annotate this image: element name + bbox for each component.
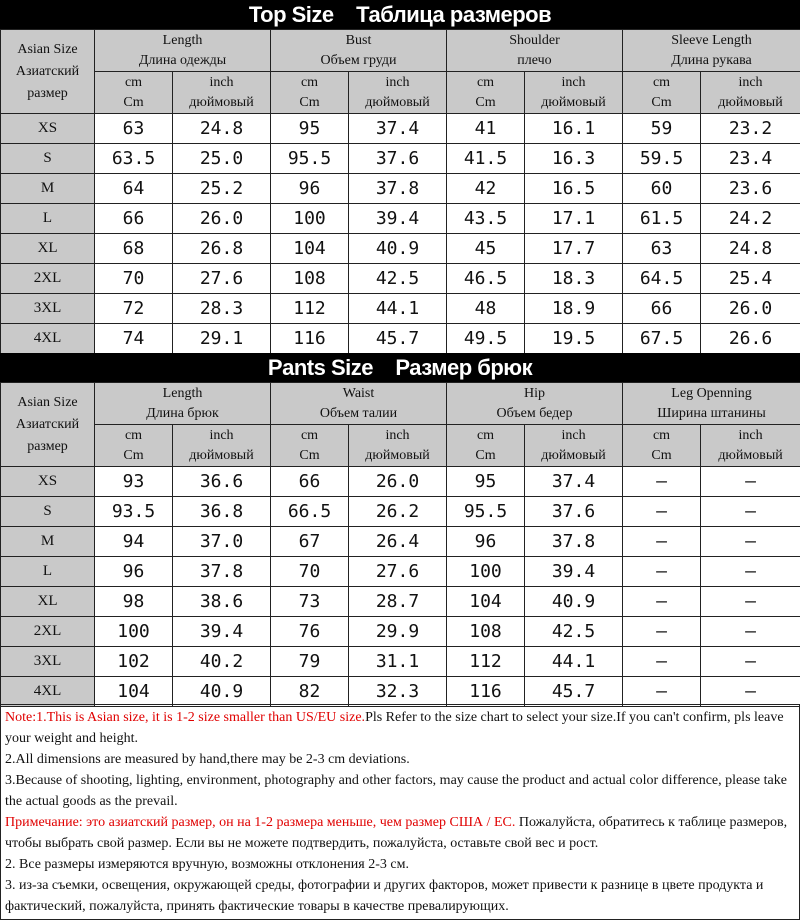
unit-row: [1, 72, 800, 114]
value-cell: 31.1: [349, 647, 447, 677]
size-label-cell: S: [1, 497, 95, 527]
value-cell: 59: [623, 114, 701, 144]
value-cell: 26.6: [701, 324, 800, 354]
value-cell: 18.9: [525, 294, 623, 324]
size-label-cell: XS: [1, 114, 95, 144]
unit-cm-header: [447, 425, 525, 467]
value-cell: 38.6: [173, 587, 271, 617]
value-cell: 36.8: [173, 497, 271, 527]
value-cell: 37.4: [525, 467, 623, 497]
value-cell: 16.1: [525, 114, 623, 144]
note-1-ru: Примечание: это азиатский размер, он на 1-2 размера меньше, чем размер США / ЕС. Пожалуйста, обратитесь к таблице размеров, чтобы выбрать свой размер. Если вы не можете подтвердить, пожалуйста, оставьте свой вес и рост.: [5, 815, 788, 851]
table-row: [1, 204, 800, 234]
value-cell: 40.9: [349, 234, 447, 264]
unit-inch-en: inch: [738, 74, 763, 90]
value-cell: 23.2: [701, 114, 800, 144]
asian-size-label-line: Азиатский: [15, 416, 80, 432]
value-cell: 16.5: [525, 174, 623, 204]
value-cell: 66: [95, 204, 173, 234]
unit-cm-en: cm: [300, 427, 319, 443]
value-cell: 116: [271, 324, 349, 354]
value-cell: 40.2: [173, 647, 271, 677]
value-cell: 82: [271, 677, 349, 707]
asian-size-label-line: Asian Size: [17, 41, 78, 57]
value-cell: 23.4: [701, 144, 800, 174]
notes-box: [0, 704, 800, 920]
value-cell: 60: [623, 174, 701, 204]
table-row: [1, 527, 800, 557]
value-cell: 25.4: [701, 264, 800, 294]
value-cell: 42.5: [349, 264, 447, 294]
value-cell: 37.8: [173, 557, 271, 587]
table-row: [1, 587, 800, 617]
value-cell: 108: [271, 264, 349, 294]
value-cell: 63.5: [95, 144, 173, 174]
unit-inch-header: [349, 72, 447, 114]
value-cell: 18.3: [525, 264, 623, 294]
unit-cm-en: cm: [300, 74, 319, 90]
header-row: [1, 30, 800, 72]
unit-cm-en: cm: [124, 74, 143, 90]
unit-inch-header: [349, 425, 447, 467]
unit-row: [1, 425, 800, 467]
value-cell: 25.2: [173, 174, 271, 204]
unit-cm-ru: Cm: [651, 94, 672, 110]
unit-cm-header: [271, 72, 349, 114]
unit-inch-ru: дюймовый: [541, 447, 606, 463]
asian-size-label-line: Asian Size: [17, 394, 78, 410]
value-cell: 104: [271, 234, 349, 264]
table-row: [1, 324, 800, 354]
value-cell: 39.4: [173, 617, 271, 647]
value-cell: 37.0: [173, 527, 271, 557]
unit-inch-en: inch: [209, 427, 234, 443]
unit-cm-header: [623, 425, 701, 467]
unit-cm-ru: Cm: [123, 447, 144, 463]
column-header-ru: плечо: [517, 52, 552, 68]
unit-cm-ru: Cm: [299, 447, 320, 463]
table-row: [1, 114, 800, 144]
size-label-cell: M: [1, 527, 95, 557]
column-header: [623, 30, 800, 72]
unit-inch-en: inch: [561, 74, 586, 90]
value-cell: 40.9: [173, 677, 271, 707]
value-cell: 42: [447, 174, 525, 204]
value-cell: 32.3: [349, 677, 447, 707]
column-header: [623, 383, 800, 425]
value-cell: 16.3: [525, 144, 623, 174]
value-cell: 104: [447, 587, 525, 617]
value-cell: 72: [95, 294, 173, 324]
column-header-ru: Длина брюк: [146, 405, 219, 421]
value-cell: 37.8: [349, 174, 447, 204]
unit-inch-en: inch: [385, 427, 410, 443]
unit-inch-en: inch: [385, 74, 410, 90]
column-header-ru: Длина одежды: [138, 52, 227, 68]
unit-inch-ru: дюймовый: [718, 94, 783, 110]
unit-inch-header: [701, 425, 800, 467]
table-row: [1, 557, 800, 587]
unit-inch-header: [525, 425, 623, 467]
value-cell: 27.6: [349, 557, 447, 587]
value-cell: 100: [447, 557, 525, 587]
table-row: [1, 497, 800, 527]
value-cell: 66.5: [271, 497, 349, 527]
value-cell: 94: [95, 527, 173, 557]
column-header-en: Waist: [342, 385, 375, 401]
value-cell: 40.9: [525, 587, 623, 617]
value-cell: 112: [447, 647, 525, 677]
value-cell: –: [701, 557, 800, 587]
unit-inch-en: inch: [738, 427, 763, 443]
value-cell: 95.5: [447, 497, 525, 527]
value-cell: 95: [271, 114, 349, 144]
value-cell: 68: [95, 234, 173, 264]
unit-inch-ru: дюймовый: [189, 94, 254, 110]
note-2-ru: 2. Все размеры измеряются вручную, возможны отклонения 2-3 см.: [5, 857, 409, 872]
asian-size-label-line: размер: [27, 438, 68, 454]
unit-cm-ru: Cm: [475, 94, 496, 110]
value-cell: 26.2: [349, 497, 447, 527]
value-cell: 41.5: [447, 144, 525, 174]
note-3-en: 3.Because of shooting, lighting, environment, photography and other factors, may cause the product and actual color difference, please take the actual goods as the prevail.: [5, 773, 787, 809]
value-cell: –: [623, 617, 701, 647]
unit-inch-ru: дюймовый: [718, 447, 783, 463]
value-cell: 26.0: [701, 294, 800, 324]
unit-cm-ru: Cm: [299, 94, 320, 110]
value-cell: 28.7: [349, 587, 447, 617]
size-label-cell: XL: [1, 587, 95, 617]
unit-cm-ru: Cm: [651, 447, 672, 463]
value-cell: 67: [271, 527, 349, 557]
value-cell: 27.6: [173, 264, 271, 294]
value-cell: 43.5: [447, 204, 525, 234]
column-header-ru: Объем талии: [319, 405, 398, 421]
value-cell: 46.5: [447, 264, 525, 294]
column-header: [95, 30, 271, 72]
value-cell: 26.8: [173, 234, 271, 264]
value-cell: 44.1: [349, 294, 447, 324]
value-cell: 29.9: [349, 617, 447, 647]
unit-cm-header: [95, 425, 173, 467]
column-header: [447, 383, 623, 425]
value-cell: 41: [447, 114, 525, 144]
value-cell: 26.0: [173, 204, 271, 234]
size-label-cell: S: [1, 144, 95, 174]
unit-cm-en: cm: [652, 74, 671, 90]
unit-cm-ru: Cm: [123, 94, 144, 110]
unit-cm-en: cm: [652, 427, 671, 443]
value-cell: 23.6: [701, 174, 800, 204]
column-header: [447, 30, 623, 72]
table-row: [1, 234, 800, 264]
value-cell: 45.7: [525, 677, 623, 707]
value-cell: –: [701, 677, 800, 707]
table-row: [1, 294, 800, 324]
value-cell: 19.5: [525, 324, 623, 354]
unit-cm-ru: Cm: [475, 447, 496, 463]
column-header: [271, 30, 447, 72]
value-cell: –: [623, 497, 701, 527]
column-header-ru: Объем бедер: [496, 405, 573, 421]
value-cell: 42.5: [525, 617, 623, 647]
unit-cm-header: [271, 425, 349, 467]
column-header: [271, 383, 447, 425]
value-cell: 112: [271, 294, 349, 324]
value-cell: 98: [95, 587, 173, 617]
unit-inch-header: [701, 72, 800, 114]
value-cell: 108: [447, 617, 525, 647]
asian-size-label-line: размер: [27, 85, 68, 101]
value-cell: 44.1: [525, 647, 623, 677]
unit-inch-header: [173, 425, 271, 467]
size-label-cell: L: [1, 204, 95, 234]
table-row: [1, 617, 800, 647]
unit-inch-ru: дюймовый: [189, 447, 254, 463]
unit-cm-en: cm: [476, 74, 495, 90]
value-cell: –: [623, 557, 701, 587]
asian-size-label-line: Азиатский: [15, 63, 80, 79]
size-label-cell: 2XL: [1, 264, 95, 294]
value-cell: –: [623, 467, 701, 497]
value-cell: 96: [95, 557, 173, 587]
value-cell: 63: [623, 234, 701, 264]
value-cell: 17.1: [525, 204, 623, 234]
note-3-ru: 3. из-за съемки, освещения, окружающей среды, фотографии и других факторов, может привести к разнице в цвете продукта и фактический, пожалуйста, принять фактические товары в качестве превалирующих.: [5, 878, 764, 914]
unit-inch-en: inch: [209, 74, 234, 90]
value-cell: 96: [271, 174, 349, 204]
size-label-cell: 3XL: [1, 647, 95, 677]
value-cell: –: [623, 527, 701, 557]
column-header-en: Bust: [345, 32, 372, 48]
value-cell: 59.5: [623, 144, 701, 174]
value-cell: 17.7: [525, 234, 623, 264]
column-header-ru: Длина рукава: [671, 52, 752, 68]
unit-inch-en: inch: [561, 427, 586, 443]
table-row: [1, 144, 800, 174]
value-cell: 39.4: [349, 204, 447, 234]
value-cell: 45.7: [349, 324, 447, 354]
value-cell: 93: [95, 467, 173, 497]
value-cell: 66: [623, 294, 701, 324]
value-cell: –: [701, 497, 800, 527]
value-cell: 95: [447, 467, 525, 497]
value-cell: 76: [271, 617, 349, 647]
value-cell: 37.6: [525, 497, 623, 527]
size-label-cell: 2XL: [1, 617, 95, 647]
value-cell: 37.8: [525, 527, 623, 557]
unit-inch-ru: дюймовый: [365, 94, 430, 110]
header-row: [1, 383, 800, 425]
value-cell: 26.4: [349, 527, 447, 557]
value-cell: 100: [95, 617, 173, 647]
value-cell: 93.5: [95, 497, 173, 527]
value-cell: 102: [95, 647, 173, 677]
table-row: [1, 647, 800, 677]
value-cell: 37.4: [349, 114, 447, 144]
unit-inch-header: [173, 72, 271, 114]
pants-size-table: [0, 382, 800, 707]
value-cell: 95.5: [271, 144, 349, 174]
value-cell: 37.6: [349, 144, 447, 174]
value-cell: –: [701, 467, 800, 497]
value-cell: –: [701, 617, 800, 647]
column-header: [95, 383, 271, 425]
value-cell: 96: [447, 527, 525, 557]
value-cell: 100: [271, 204, 349, 234]
value-cell: –: [623, 647, 701, 677]
value-cell: –: [701, 527, 800, 557]
unit-cm-en: cm: [476, 427, 495, 443]
size-label-cell: M: [1, 174, 95, 204]
value-cell: 24.2: [701, 204, 800, 234]
table-row: [1, 677, 800, 707]
value-cell: –: [623, 587, 701, 617]
value-cell: 67.5: [623, 324, 701, 354]
unit-inch-ru: дюймовый: [365, 447, 430, 463]
table-row: [1, 264, 800, 294]
value-cell: 74: [95, 324, 173, 354]
unit-inch-ru: дюймовый: [541, 94, 606, 110]
value-cell: 104: [95, 677, 173, 707]
value-cell: 48: [447, 294, 525, 324]
column-header-en: Length: [162, 32, 203, 48]
column-header-en: Length: [162, 385, 203, 401]
size-label-cell: XL: [1, 234, 95, 264]
size-label-cell: 4XL: [1, 677, 95, 707]
value-cell: –: [701, 647, 800, 677]
top-size-banner: Top Size Таблица размеров: [0, 0, 800, 29]
size-label-cell: XS: [1, 467, 95, 497]
unit-inch-header: [525, 72, 623, 114]
value-cell: 61.5: [623, 204, 701, 234]
value-cell: 73: [271, 587, 349, 617]
size-label-cell: L: [1, 557, 95, 587]
value-cell: 70: [271, 557, 349, 587]
value-cell: 39.4: [525, 557, 623, 587]
value-cell: 24.8: [701, 234, 800, 264]
table-row: [1, 174, 800, 204]
unit-cm-en: cm: [124, 427, 143, 443]
table-row: [1, 467, 800, 497]
column-header-ru: Объем груди: [320, 52, 397, 68]
value-cell: 25.0: [173, 144, 271, 174]
value-cell: 116: [447, 677, 525, 707]
value-cell: 64: [95, 174, 173, 204]
asian-size-header: [1, 30, 95, 114]
top-size-table: [0, 29, 800, 354]
note-1-en: Note:1.This is Asian size, it is 1-2 size smaller than US/EU size.Pls Refer to the size chart to select your size.If you can't confirm, pls leave your weight and height.: [5, 710, 784, 746]
value-cell: 63: [95, 114, 173, 144]
size-label-cell: 3XL: [1, 294, 95, 324]
value-cell: 70: [95, 264, 173, 294]
value-cell: 79: [271, 647, 349, 677]
unit-cm-header: [447, 72, 525, 114]
value-cell: –: [623, 677, 701, 707]
value-cell: 49.5: [447, 324, 525, 354]
value-cell: 66: [271, 467, 349, 497]
asian-size-header: [1, 383, 95, 467]
value-cell: 64.5: [623, 264, 701, 294]
value-cell: 28.3: [173, 294, 271, 324]
value-cell: –: [701, 587, 800, 617]
value-cell: 36.6: [173, 467, 271, 497]
value-cell: 24.8: [173, 114, 271, 144]
value-cell: 29.1: [173, 324, 271, 354]
column-header-en: Leg Openning: [671, 385, 752, 401]
unit-cm-header: [623, 72, 701, 114]
value-cell: 45: [447, 234, 525, 264]
column-header-en: Shoulder: [509, 32, 560, 48]
pants-size-banner: Pants Size Размер брюк: [0, 353, 800, 382]
column-header-en: Sleeve Length: [671, 32, 752, 48]
note-2-en: 2.All dimensions are measured by hand,there may be 2-3 cm deviations.: [5, 752, 410, 767]
column-header-ru: Ширина штанины: [657, 405, 766, 421]
unit-cm-header: [95, 72, 173, 114]
column-header-en: Hip: [524, 385, 546, 401]
size-label-cell: 4XL: [1, 324, 95, 354]
value-cell: 26.0: [349, 467, 447, 497]
